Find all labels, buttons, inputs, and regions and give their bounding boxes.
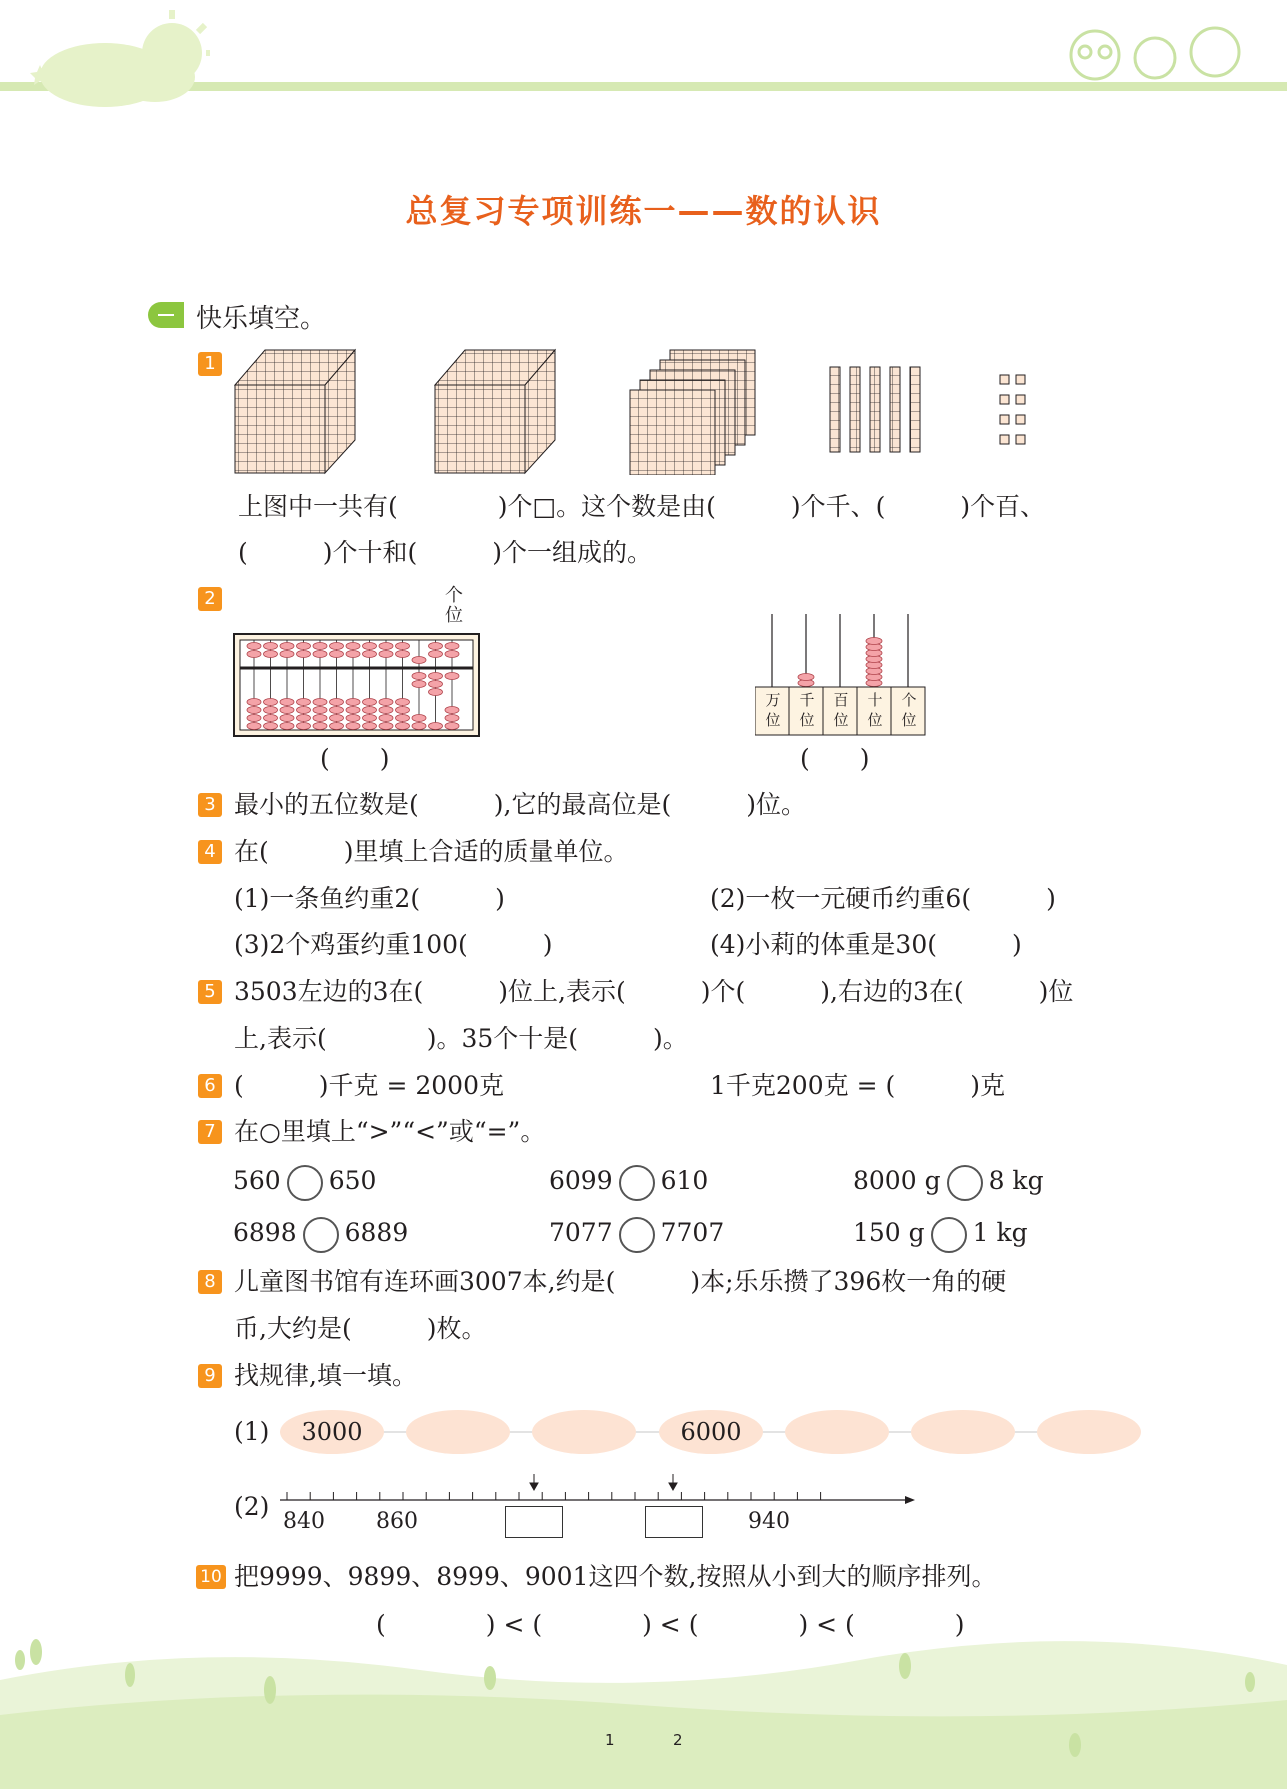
question-number-8: 8	[198, 1270, 222, 1294]
abacus-bead	[247, 699, 261, 706]
abacus-bead	[313, 651, 327, 658]
number-line-blank-2[interactable]	[645, 1506, 703, 1538]
abacus-bead	[297, 723, 311, 730]
q4-item-1: (1)一条鱼约重2( )	[234, 884, 505, 913]
abacus-bead	[280, 723, 294, 730]
counter-label-shi: 十 位	[867, 691, 883, 729]
compare-circle-6[interactable]	[931, 1217, 967, 1253]
q8-line2: 币,大约是( )枚。	[234, 1314, 487, 1343]
abacus-bead	[297, 715, 311, 722]
abacus-bead	[297, 651, 311, 658]
compare-pair-6: 150 g 1 kg	[853, 1216, 1028, 1253]
abacus-bead	[445, 723, 459, 730]
abacus-bead	[346, 699, 360, 706]
abacus-bead	[412, 673, 426, 680]
abacus-figure	[232, 632, 482, 738]
axis-label-840: 840	[283, 1509, 325, 1534]
abacus-bead	[379, 723, 393, 730]
abacus-bead	[379, 699, 393, 706]
compare-pair-3: 8000 g 8 kg	[853, 1164, 1044, 1201]
compare-circle-3[interactable]	[947, 1165, 983, 1201]
q4-item-4: (4)小莉的体重是30( )	[710, 930, 1022, 959]
abacus-bead	[313, 723, 327, 730]
sequence-oval-3[interactable]	[532, 1410, 636, 1454]
abacus-bead	[445, 715, 459, 722]
abacus-bead	[330, 651, 344, 658]
q10-answer: ( ) < ( ) < ( ) < ( )	[376, 1610, 965, 1639]
compare-pair-2: 6099 610	[549, 1164, 708, 1201]
abacus-bead	[429, 681, 443, 688]
compare-circle-4[interactable]	[303, 1217, 339, 1253]
abacus-bead	[264, 715, 278, 722]
abacus-bead	[247, 707, 261, 714]
question-number-4: 4	[198, 840, 222, 864]
question-number-7: 7	[198, 1120, 222, 1144]
abacus-bead	[363, 643, 377, 650]
abacus-bead	[445, 707, 459, 714]
sequence-oval-7[interactable]	[1037, 1410, 1141, 1454]
q10-text: 把9999、9899、8999、9001这四个数,按照从小到大的顺序排列。	[234, 1562, 997, 1591]
question-number-3: 3	[198, 793, 222, 817]
section-title: 快乐填空。	[196, 304, 327, 334]
sequence-oval-4: 6000	[659, 1410, 763, 1454]
abacus-bead	[346, 707, 360, 714]
q9-text: 找规律,填一填。	[234, 1361, 417, 1390]
abacus-bead	[379, 715, 393, 722]
abacus-bead	[429, 723, 443, 730]
abacus-bead	[396, 651, 410, 658]
abacus-bead	[363, 707, 377, 714]
abacus-bead	[396, 643, 410, 650]
abacus-bead	[445, 651, 459, 658]
abacus-bead	[412, 681, 426, 688]
abacus-bead	[445, 673, 459, 680]
abacus-bead	[363, 715, 377, 722]
abacus-bead	[264, 707, 278, 714]
abacus-bead	[429, 689, 443, 696]
compare-pair-4: 6898 6889	[233, 1216, 408, 1253]
section-badge	[148, 302, 184, 328]
abacus-bead	[280, 651, 294, 658]
unit-cubes	[1000, 375, 1025, 444]
abacus-bead	[297, 699, 311, 706]
question-number-6: 6	[198, 1074, 222, 1098]
number-line	[275, 1470, 925, 1510]
abacus-bead	[379, 707, 393, 714]
question-number-2: 2	[198, 587, 222, 611]
abacus-bead	[280, 715, 294, 722]
abacus-bead	[396, 723, 410, 730]
abacus-bead	[330, 699, 344, 706]
question-number-9: 9	[198, 1364, 222, 1388]
abacus-bead	[297, 707, 311, 714]
q1-line1: 上图中一共有( )个□。这个数是由( )个千、( )个百、	[238, 492, 1046, 521]
abacus-bead	[363, 699, 377, 706]
abacus-bead	[247, 715, 261, 722]
abacus-bead	[280, 699, 294, 706]
sequence-oval-5[interactable]	[785, 1410, 889, 1454]
q5-line2: 上,表示( )。35个十是( )。	[234, 1024, 688, 1053]
animals-decoration	[1055, 20, 1255, 85]
sequence-oval-1: 3000	[280, 1410, 384, 1454]
compare-circle-5[interactable]	[619, 1217, 655, 1253]
abacus-bead	[412, 657, 426, 664]
thousand-cube-2	[435, 350, 555, 473]
abacus-bead	[363, 723, 377, 730]
compare-pair-1: 560 650	[233, 1164, 376, 1201]
base-ten-blocks-figure	[230, 345, 1060, 475]
abacus-bead	[346, 715, 360, 722]
abacus-bead	[396, 699, 410, 706]
abacus-bead	[264, 643, 278, 650]
abacus-bead	[313, 715, 327, 722]
sun-cloud-decoration	[20, 5, 210, 115]
question-number-1: 1	[198, 352, 222, 376]
q6-left: ( )千克 = 2000克	[234, 1071, 504, 1100]
q4-item-2: (2)一枚一元硬币约重6( )	[710, 884, 1056, 913]
abacus-bead	[346, 643, 360, 650]
question-number-10: 10	[196, 1565, 226, 1589]
footer-hills-decoration	[0, 1620, 1287, 1789]
number-line-blank-1[interactable]	[505, 1506, 563, 1538]
abacus-bead	[429, 673, 443, 680]
abacus-bead	[363, 651, 377, 658]
abacus-bead	[280, 707, 294, 714]
abacus-bead	[429, 643, 443, 650]
q9-sub1-label: (1)	[234, 1417, 270, 1446]
abacus-bead	[247, 651, 261, 658]
q2-answer-left: ( )	[320, 744, 390, 773]
abacus-bead	[313, 707, 327, 714]
abacus-ones-label: 个 位	[445, 585, 463, 626]
abacus-bead	[280, 643, 294, 650]
thousand-cube-1	[235, 350, 355, 473]
abacus-bead	[396, 707, 410, 714]
counter-label-wan: 万 位	[765, 691, 781, 729]
abacus-bead	[396, 715, 410, 722]
abacus-bead	[313, 643, 327, 650]
abacus-bead	[313, 699, 327, 706]
abacus-bead	[330, 723, 344, 730]
q1-line2: ( )个十和( )个一组成的。	[238, 538, 653, 567]
q2-answer-right: ( )	[800, 744, 870, 773]
abacus-bead	[346, 723, 360, 730]
q4-item-3: (3)2个鸡蛋约重100( )	[234, 930, 553, 959]
compare-circle-2[interactable]	[619, 1165, 655, 1201]
abacus-bead	[445, 643, 459, 650]
abacus-bead	[379, 651, 393, 658]
abacus-bead	[330, 643, 344, 650]
abacus-bead	[330, 707, 344, 714]
question-number-5: 5	[198, 980, 222, 1004]
hundred-flats	[630, 350, 755, 475]
abacus-bead	[429, 651, 443, 658]
page-number-left: 1	[605, 1731, 615, 1749]
counter-label-bai: 百 位	[833, 691, 849, 729]
page-title: 总复习专项训练一——数的认识	[405, 192, 882, 230]
counter-label-ge: 个 位	[901, 691, 917, 729]
counter-label-qian: 千 位	[799, 691, 815, 729]
abacus-bead	[379, 643, 393, 650]
q3-text: 最小的五位数是( ),它的最高位是( )位。	[234, 790, 806, 819]
sequence-oval-2[interactable]	[406, 1410, 510, 1454]
compare-pair-5: 7077 7707	[549, 1216, 724, 1253]
abacus-bead	[330, 715, 344, 722]
q8-line1: 儿童图书馆有连环画3007本,约是( )本;乐乐攒了396枚一角的硬	[234, 1267, 1007, 1296]
q4-text: 在( )里填上合适的质量单位。	[234, 837, 629, 866]
compare-circle-1[interactable]	[287, 1165, 323, 1201]
q9-sub2-label: (2)	[234, 1492, 270, 1521]
abacus-bead	[264, 699, 278, 706]
page-number-right: 2	[673, 1731, 683, 1749]
axis-label-860: 860	[376, 1509, 418, 1534]
axis-label-940: 940	[748, 1509, 790, 1534]
abacus-bead	[247, 643, 261, 650]
sequence-oval-6[interactable]	[911, 1410, 1015, 1454]
abacus-bead	[412, 715, 426, 722]
abacus-bead	[346, 651, 360, 658]
q7-text: 在○里填上“>”“<”或“=”。	[234, 1117, 546, 1146]
abacus-bead	[412, 723, 426, 730]
q5-line1: 3503左边的3在( )位上,表示( )个( ),右边的3在( )位	[234, 977, 1074, 1006]
abacus-bead	[247, 723, 261, 730]
abacus-bead	[297, 643, 311, 650]
ten-rods	[830, 367, 920, 452]
q6-right: 1千克200克 = ( )克	[710, 1071, 1005, 1100]
abacus-bead	[264, 651, 278, 658]
abacus-bead	[264, 723, 278, 730]
